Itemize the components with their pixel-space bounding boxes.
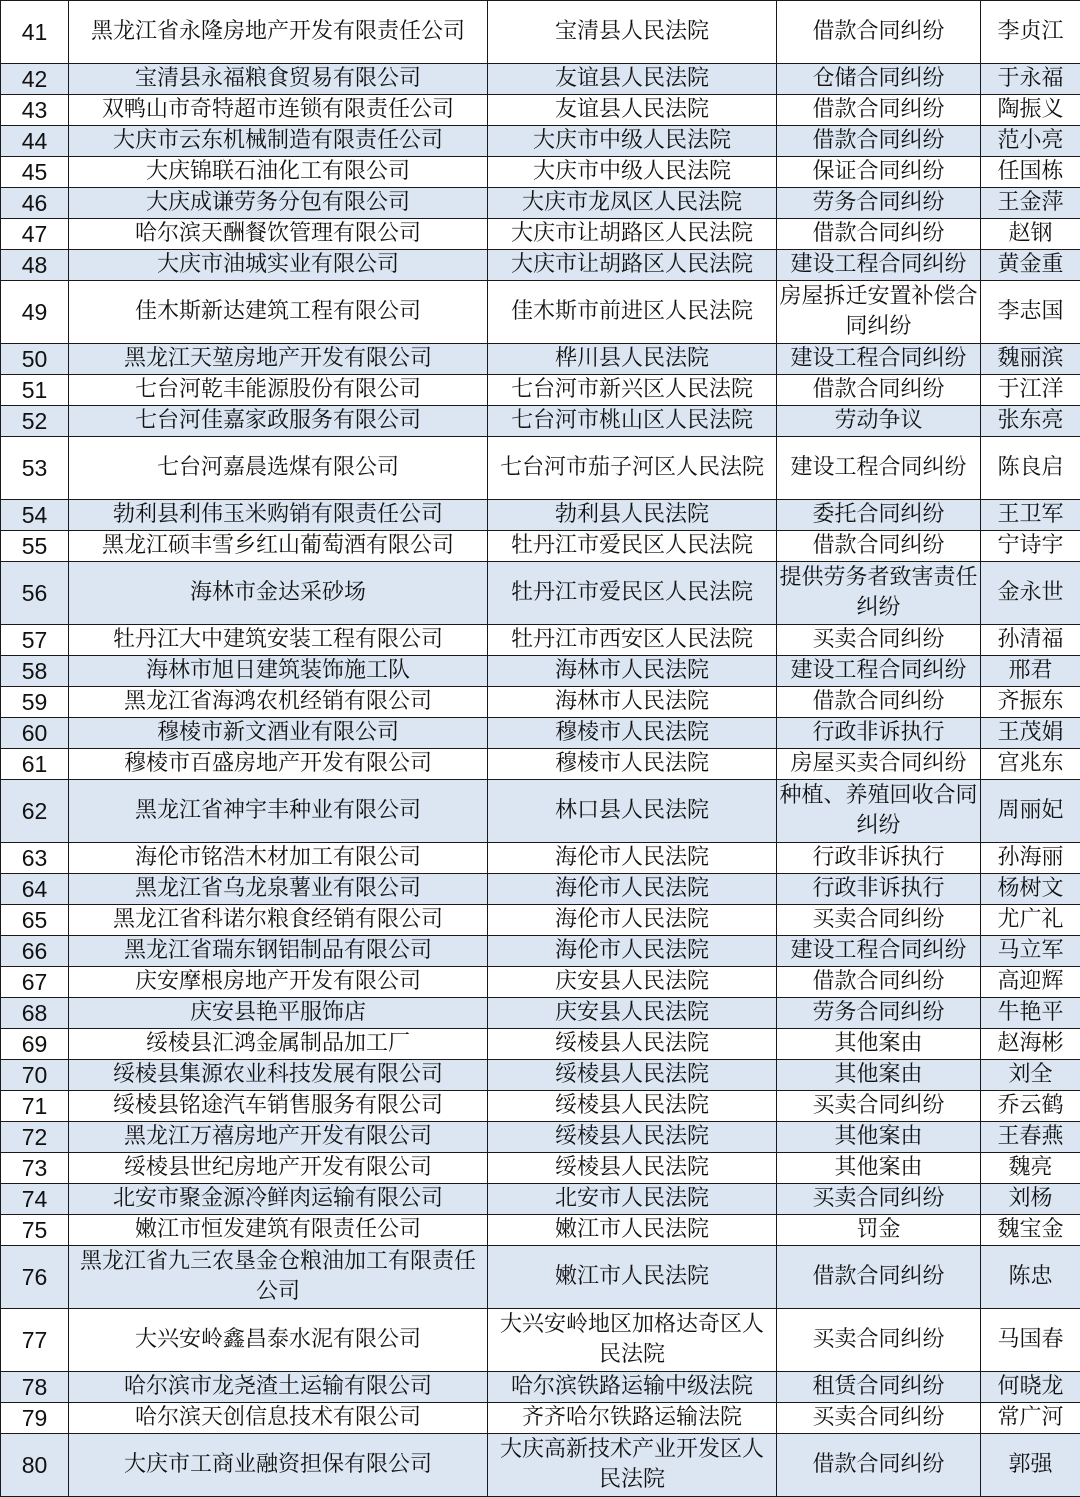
row-number-cell: 73 [1, 1153, 69, 1184]
table-row [1, 749, 1080, 780]
responsible-person-cell: 尤广礼 [981, 905, 1080, 936]
responsible-person-cell: 乔云鹤 [981, 1091, 1080, 1122]
responsible-person-cell: 周丽妃 [981, 780, 1080, 843]
table-row [1, 998, 1080, 1029]
responsible-person-cell: 高迎辉 [981, 967, 1080, 998]
party-name-cell: 黑龙江省科诺尔粮食经销有限公司 [69, 905, 488, 936]
case-cause-cell: 借款合同纠纷 [777, 531, 981, 562]
court-name-cell: 绥棱县人民法院 [488, 1122, 777, 1153]
party-name-cell: 海林市金达采砂场 [69, 562, 488, 625]
case-cause-cell: 其他案由 [777, 1122, 981, 1153]
party-name-cell: 穆棱市新文酒业有限公司 [69, 718, 488, 749]
table-row [1, 843, 1080, 874]
court-name-cell: 七台河市新兴区人民法院 [488, 375, 777, 406]
court-name-cell: 友谊县人民法院 [488, 64, 777, 95]
court-name-cell: 庆安县人民法院 [488, 967, 777, 998]
table-row [1, 219, 1080, 250]
responsible-person-cell: 牛艳平 [981, 998, 1080, 1029]
responsible-person-cell: 邢君 [981, 656, 1080, 687]
court-name-cell: 庆安县人民法院 [488, 998, 777, 1029]
party-name-cell: 大庆锦联石油化工有限公司 [69, 157, 488, 188]
table-row [1, 1184, 1080, 1215]
row-number-cell: 78 [1, 1372, 69, 1403]
table-row [1, 1153, 1080, 1184]
party-name-cell: 绥棱县铭途汽车销售服务有限公司 [69, 1091, 488, 1122]
case-cause-cell: 劳务合同纠纷 [777, 188, 981, 219]
party-name-cell: 七台河乾丰能源股份有限公司 [69, 375, 488, 406]
case-cause-cell: 提供劳务者致害责任纠纷 [777, 562, 981, 625]
responsible-person-cell: 马立军 [981, 936, 1080, 967]
case-cause-cell: 买卖合同纠纷 [777, 1184, 981, 1215]
court-name-cell: 北安市人民法院 [488, 1184, 777, 1215]
row-number-cell: 65 [1, 905, 69, 936]
row-number-cell: 75 [1, 1215, 69, 1246]
responsible-person-cell: 何晓龙 [981, 1372, 1080, 1403]
row-number-cell: 53 [1, 437, 69, 500]
court-name-cell: 勃利县人民法院 [488, 500, 777, 531]
table-row [1, 250, 1080, 281]
responsible-person-cell: 郭强 [981, 1434, 1080, 1497]
row-number-cell: 54 [1, 500, 69, 531]
court-name-cell: 牡丹江市西安区人民法院 [488, 625, 777, 656]
case-cause-cell: 借款合同纠纷 [777, 1246, 981, 1309]
table-row [1, 1122, 1080, 1153]
party-name-cell: 嫩江市恒发建筑有限责任公司 [69, 1215, 488, 1246]
responsible-person-cell: 常广河 [981, 1403, 1080, 1434]
party-name-cell: 大庆成谦劳务分包有限公司 [69, 188, 488, 219]
party-name-cell: 黑龙江天堃房地产开发有限公司 [69, 344, 488, 375]
responsible-person-cell: 王春燕 [981, 1122, 1080, 1153]
responsible-person-cell: 魏亮 [981, 1153, 1080, 1184]
party-name-cell: 大庆市工商业融资担保有限公司 [69, 1434, 488, 1497]
case-cause-cell: 建设工程合同纠纷 [777, 344, 981, 375]
responsible-person-cell: 王茂娟 [981, 718, 1080, 749]
table-row [1, 718, 1080, 749]
court-name-cell: 牡丹江市爱民区人民法院 [488, 562, 777, 625]
responsible-person-cell: 马国春 [981, 1309, 1080, 1372]
court-name-cell: 牡丹江市爱民区人民法院 [488, 531, 777, 562]
table-row [1, 1060, 1080, 1091]
row-number-cell: 71 [1, 1091, 69, 1122]
row-number-cell: 45 [1, 157, 69, 188]
party-name-cell: 大庆市云东机械制造有限责任公司 [69, 126, 488, 157]
table-row [1, 531, 1080, 562]
table-row [1, 1, 1080, 64]
court-name-cell: 海林市人民法院 [488, 687, 777, 718]
table-row [1, 1372, 1080, 1403]
court-name-cell: 七台河市茄子河区人民法院 [488, 437, 777, 500]
court-name-cell: 穆棱市人民法院 [488, 718, 777, 749]
row-number-cell: 64 [1, 874, 69, 905]
case-cause-cell: 其他案由 [777, 1029, 981, 1060]
party-name-cell: 黑龙江省海鸿农机经销有限公司 [69, 687, 488, 718]
row-number-cell: 67 [1, 967, 69, 998]
row-number-cell: 58 [1, 656, 69, 687]
responsible-person-cell: 李志国 [981, 281, 1080, 344]
responsible-person-cell: 宫兆东 [981, 749, 1080, 780]
responsible-person-cell: 陈良启 [981, 437, 1080, 500]
party-name-cell: 牡丹江大中建筑安装工程有限公司 [69, 625, 488, 656]
case-cause-cell: 建设工程合同纠纷 [777, 936, 981, 967]
table-row [1, 344, 1080, 375]
row-number-cell: 76 [1, 1246, 69, 1309]
row-number-cell: 61 [1, 749, 69, 780]
party-name-cell: 黑龙江省乌龙泉薯业有限公司 [69, 874, 488, 905]
row-number-cell: 77 [1, 1309, 69, 1372]
responsible-person-cell: 陈忠 [981, 1246, 1080, 1309]
case-cause-cell: 建设工程合同纠纷 [777, 250, 981, 281]
responsible-person-cell: 刘全 [981, 1060, 1080, 1091]
court-name-cell: 嫩江市人民法院 [488, 1215, 777, 1246]
court-name-cell: 大庆市中级人民法院 [488, 157, 777, 188]
case-cause-cell: 买卖合同纠纷 [777, 1309, 981, 1372]
row-number-cell: 47 [1, 219, 69, 250]
party-name-cell: 绥棱县汇鸿金属制品加工厂 [69, 1029, 488, 1060]
responsible-person-cell: 魏丽滨 [981, 344, 1080, 375]
responsible-person-cell: 刘杨 [981, 1184, 1080, 1215]
row-number-cell: 80 [1, 1434, 69, 1497]
court-name-cell: 大庆高新技术产业开发区人民法院 [488, 1434, 777, 1497]
case-cause-cell: 建设工程合同纠纷 [777, 437, 981, 500]
table-body [1, 1, 1080, 1497]
party-name-cell: 宝清县永福粮食贸易有限公司 [69, 64, 488, 95]
case-cause-cell: 借款合同纠纷 [777, 687, 981, 718]
row-number-cell: 42 [1, 64, 69, 95]
responsible-person-cell: 黄金重 [981, 250, 1080, 281]
party-name-cell: 七台河佳嘉家政服务有限公司 [69, 406, 488, 437]
case-cause-cell: 买卖合同纠纷 [777, 625, 981, 656]
row-number-cell: 49 [1, 281, 69, 344]
court-name-cell: 桦川县人民法院 [488, 344, 777, 375]
court-name-cell: 绥棱县人民法院 [488, 1029, 777, 1060]
party-name-cell: 大庆市油城实业有限公司 [69, 250, 488, 281]
case-cause-cell: 房屋拆迁安置补偿合同纠纷 [777, 281, 981, 344]
party-name-cell: 哈尔滨天酬餐饮管理有限公司 [69, 219, 488, 250]
table-row [1, 687, 1080, 718]
case-cause-cell: 借款合同纠纷 [777, 1434, 981, 1497]
responsible-person-cell: 杨树文 [981, 874, 1080, 905]
party-name-cell: 北安市聚金源冷鲜肉运输有限公司 [69, 1184, 488, 1215]
court-name-cell: 林口县人民法院 [488, 780, 777, 843]
responsible-person-cell: 金永世 [981, 562, 1080, 625]
table-row [1, 936, 1080, 967]
case-cause-cell: 其他案由 [777, 1060, 981, 1091]
case-cause-cell: 买卖合同纠纷 [777, 905, 981, 936]
party-name-cell: 绥棱县集源农业科技发展有限公司 [69, 1060, 488, 1091]
party-name-cell: 双鸭山市奇特超市连锁有限责任公司 [69, 95, 488, 126]
responsible-person-cell: 任国栋 [981, 157, 1080, 188]
case-cause-cell: 借款合同纠纷 [777, 219, 981, 250]
responsible-person-cell: 于江洋 [981, 375, 1080, 406]
table-row [1, 500, 1080, 531]
party-name-cell: 海林市旭日建筑装饰施工队 [69, 656, 488, 687]
row-number-cell: 74 [1, 1184, 69, 1215]
row-number-cell: 46 [1, 188, 69, 219]
table-row [1, 1403, 1080, 1434]
table-row [1, 375, 1080, 406]
case-cause-cell: 种植、养殖回收合同纠纷 [777, 780, 981, 843]
court-name-cell: 友谊县人民法院 [488, 95, 777, 126]
party-name-cell: 佳木斯新达建筑工程有限公司 [69, 281, 488, 344]
table-row [1, 1215, 1080, 1246]
court-name-cell: 宝清县人民法院 [488, 1, 777, 64]
table-row [1, 64, 1080, 95]
responsible-person-cell: 于永福 [981, 64, 1080, 95]
row-number-cell: 63 [1, 843, 69, 874]
party-name-cell: 哈尔滨市龙尧渣土运输有限公司 [69, 1372, 488, 1403]
court-name-cell: 佳木斯市前进区人民法院 [488, 281, 777, 344]
responsible-person-cell: 王金萍 [981, 188, 1080, 219]
table-row [1, 562, 1080, 625]
case-cause-cell: 委托合同纠纷 [777, 500, 981, 531]
responsible-person-cell: 王卫军 [981, 500, 1080, 531]
row-number-cell: 69 [1, 1029, 69, 1060]
responsible-person-cell: 魏宝金 [981, 1215, 1080, 1246]
case-cause-cell: 劳务合同纠纷 [777, 998, 981, 1029]
responsible-person-cell: 李贞江 [981, 1, 1080, 64]
party-name-cell: 黑龙江省永隆房地产开发有限责任公司 [69, 1, 488, 64]
row-number-cell: 43 [1, 95, 69, 126]
court-name-cell: 大庆市让胡路区人民法院 [488, 250, 777, 281]
case-cause-cell: 其他案由 [777, 1153, 981, 1184]
row-number-cell: 72 [1, 1122, 69, 1153]
responsible-person-cell: 孙海丽 [981, 843, 1080, 874]
row-number-cell: 57 [1, 625, 69, 656]
row-number-cell: 41 [1, 1, 69, 64]
responsible-person-cell: 齐振东 [981, 687, 1080, 718]
table-row [1, 905, 1080, 936]
court-name-cell: 大庆市让胡路区人民法院 [488, 219, 777, 250]
case-cause-cell: 借款合同纠纷 [777, 967, 981, 998]
responsible-person-cell: 宁诗宇 [981, 531, 1080, 562]
table-row [1, 874, 1080, 905]
party-name-cell: 庆安摩根房地产开发有限公司 [69, 967, 488, 998]
court-name-cell: 海伦市人民法院 [488, 843, 777, 874]
row-number-cell: 55 [1, 531, 69, 562]
party-name-cell: 黑龙江省九三农垦金仓粮油加工有限责任公司 [69, 1246, 488, 1309]
party-name-cell: 庆安县艳平服饰店 [69, 998, 488, 1029]
court-name-cell: 绥棱县人民法院 [488, 1153, 777, 1184]
court-name-cell: 大庆市中级人民法院 [488, 126, 777, 157]
table-row [1, 188, 1080, 219]
court-name-cell: 海伦市人民法院 [488, 936, 777, 967]
table-row [1, 1091, 1080, 1122]
row-number-cell: 62 [1, 780, 69, 843]
row-number-cell: 66 [1, 936, 69, 967]
responsible-person-cell: 张东亮 [981, 406, 1080, 437]
party-name-cell: 穆棱市百盛房地产开发有限公司 [69, 749, 488, 780]
court-name-cell: 大庆市龙凤区人民法院 [488, 188, 777, 219]
court-name-cell: 海林市人民法院 [488, 656, 777, 687]
case-cause-cell: 建设工程合同纠纷 [777, 656, 981, 687]
case-cause-cell: 保证合同纠纷 [777, 157, 981, 188]
court-name-cell: 绥棱县人民法院 [488, 1060, 777, 1091]
table-row [1, 780, 1080, 843]
table-row [1, 281, 1080, 344]
party-name-cell: 黑龙江省瑞东钢铝制品有限公司 [69, 936, 488, 967]
row-number-cell: 68 [1, 998, 69, 1029]
party-name-cell: 黑龙江硕丰雪乡红山葡萄酒有限公司 [69, 531, 488, 562]
party-name-cell: 海伦市铭浩木材加工有限公司 [69, 843, 488, 874]
responsible-person-cell: 陶振义 [981, 95, 1080, 126]
case-cause-cell: 行政非诉执行 [777, 874, 981, 905]
party-name-cell: 黑龙江万禧房地产开发有限公司 [69, 1122, 488, 1153]
row-number-cell: 51 [1, 375, 69, 406]
row-number-cell: 59 [1, 687, 69, 718]
case-cause-cell: 罚金 [777, 1215, 981, 1246]
case-cause-cell: 房屋买卖合同纠纷 [777, 749, 981, 780]
responsible-person-cell: 范小亮 [981, 126, 1080, 157]
court-name-cell: 嫩江市人民法院 [488, 1246, 777, 1309]
responsible-person-cell: 赵海彬 [981, 1029, 1080, 1060]
table-row [1, 1246, 1080, 1309]
case-cause-cell: 劳动争议 [777, 406, 981, 437]
court-name-cell: 穆棱市人民法院 [488, 749, 777, 780]
case-cause-cell: 借款合同纠纷 [777, 126, 981, 157]
table-row [1, 1309, 1080, 1372]
row-number-cell: 52 [1, 406, 69, 437]
party-name-cell: 七台河嘉晨选煤有限公司 [69, 437, 488, 500]
case-cause-cell: 买卖合同纠纷 [777, 1403, 981, 1434]
row-number-cell: 50 [1, 344, 69, 375]
case-cause-cell: 买卖合同纠纷 [777, 1091, 981, 1122]
court-name-cell: 海伦市人民法院 [488, 905, 777, 936]
case-cause-cell: 租赁合同纠纷 [777, 1372, 981, 1403]
case-cause-cell: 借款合同纠纷 [777, 95, 981, 126]
case-cause-cell: 借款合同纠纷 [777, 1, 981, 64]
table-row [1, 625, 1080, 656]
row-number-cell: 44 [1, 126, 69, 157]
table-row [1, 406, 1080, 437]
case-cause-cell: 行政非诉执行 [777, 843, 981, 874]
table-row [1, 437, 1080, 500]
case-cause-cell: 借款合同纠纷 [777, 375, 981, 406]
table-row [1, 1029, 1080, 1060]
party-name-cell: 勃利县利伟玉米购销有限责任公司 [69, 500, 488, 531]
table-row [1, 126, 1080, 157]
responsible-person-cell: 赵钢 [981, 219, 1080, 250]
table-row [1, 1434, 1080, 1497]
row-number-cell: 79 [1, 1403, 69, 1434]
court-name-cell: 海伦市人民法院 [488, 874, 777, 905]
responsible-person-cell: 孙清福 [981, 625, 1080, 656]
party-name-cell: 大兴安岭鑫昌泰水泥有限公司 [69, 1309, 488, 1372]
case-cause-cell: 仓储合同纠纷 [777, 64, 981, 95]
row-number-cell: 48 [1, 250, 69, 281]
row-number-cell: 70 [1, 1060, 69, 1091]
court-name-cell: 七台河市桃山区人民法院 [488, 406, 777, 437]
court-name-cell: 齐齐哈尔铁路运输法院 [488, 1403, 777, 1434]
table-row [1, 656, 1080, 687]
row-number-cell: 56 [1, 562, 69, 625]
case-cause-cell: 行政非诉执行 [777, 718, 981, 749]
court-name-cell: 大兴安岭地区加格达奇区人民法院 [488, 1309, 777, 1372]
table-row [1, 967, 1080, 998]
party-name-cell: 黑龙江省神宇丰种业有限公司 [69, 780, 488, 843]
party-name-cell: 绥棱县世纪房地产开发有限公司 [69, 1153, 488, 1184]
court-name-cell: 绥棱县人民法院 [488, 1091, 777, 1122]
table-row [1, 95, 1080, 126]
court-name-cell: 哈尔滨铁路运输中级法院 [488, 1372, 777, 1403]
table-row [1, 157, 1080, 188]
party-name-cell: 哈尔滨天创信息技术有限公司 [69, 1403, 488, 1434]
row-number-cell: 60 [1, 718, 69, 749]
